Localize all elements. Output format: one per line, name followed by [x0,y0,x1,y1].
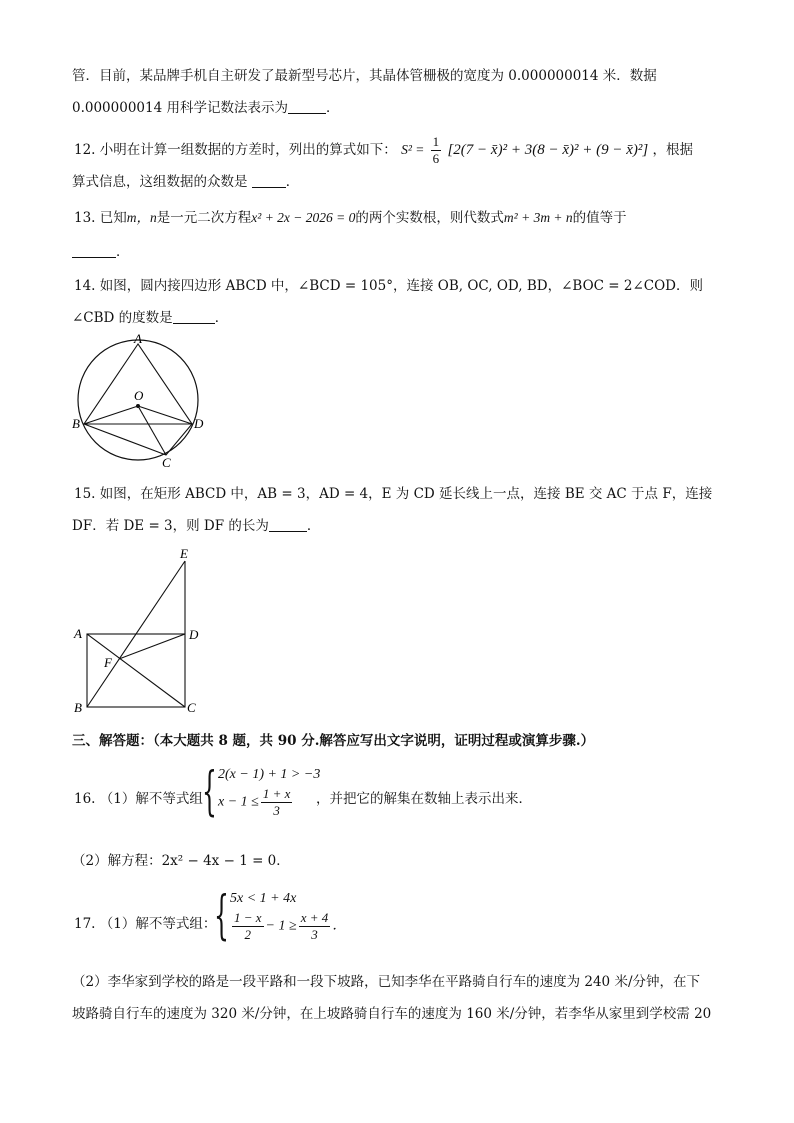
p14-line2 [72,308,228,328]
p16-inequality-system [202,761,321,822]
center-point-o [136,404,140,408]
p12-line2-text: 算式信息，这组数据的众数是 [72,174,248,190]
p13-text3: 的两个实数根，则代数式 [355,210,504,226]
frac-den: 2 [244,927,252,942]
frac-num: 1 − x [234,910,262,925]
brace-icon: { [214,885,229,946]
p17-part1-tail: ． [332,918,347,934]
answer-blank[interactable] [269,517,307,532]
p17-number: 17. [74,916,96,932]
answer-blank[interactable] [288,99,326,114]
p17-row2-mid: − 1 ≥ [265,918,297,934]
p16-row1: 2(x − 1) + 1 > −3 [218,767,321,782]
section-heading: 三、解答题：（本大题共 8 题，共 90 分.解答应写出文字说明，证明过程或演算步骤.） [72,733,595,749]
p13-text2: 是一元二次方程 [156,210,252,226]
p17-part1-label [74,914,216,934]
p14-end: ． [214,310,229,326]
segment-ob [84,406,138,424]
p16-part1-label [74,789,203,809]
p16-row2-lhs: x − 1 ≤ [218,794,259,810]
frac-num: 1 + x [262,786,291,801]
label-d: D [189,627,199,642]
p13-equation: x² + 2x − 2026 = 0 [251,210,356,225]
label-a: A [74,626,82,641]
p17-row1: 5x < 1 + 4x [230,891,297,906]
p16-system-rows [218,764,320,819]
p17-part2-line1: （2）李华家到学校的路是一段平路和一段下坡路，已知李华在平路骑自行车的速度为 240 米/分钟，在下 [72,974,700,990]
p11-line1: 管．目前，某品牌手机自主研发了最新型号芯片，其晶体管栅极的宽度为 0.000000014 米．数据 [72,68,657,84]
label-d: D [194,416,204,431]
p11-line2 [72,98,339,118]
p13-number: 13. [74,210,96,226]
p13-line2 [72,242,130,262]
p16-part2: （2）解方程：2x² − 4x − 1 = 0． [72,853,290,869]
p15-line2-text: DF．若 DE = 3，则 DF 的长为 [72,518,269,534]
label-b: B [72,416,80,431]
p17-part2-line2: 坡路骑自行车的速度为 320 米/分钟，在上坡路骑自行车的速度为 160 米/分钟，若李华从家里到学校需 20 [72,1006,712,1022]
label-o: O [134,388,144,403]
p13-text1: 已知 [99,210,127,226]
p12-number: 12. [74,142,96,158]
label-c: C [187,700,196,715]
segment-oc [138,406,166,455]
p12-end: ． [285,174,300,190]
frac-den: 3 [273,803,280,818]
p17-fraction2 [299,910,331,943]
p17-inequality-system [214,885,347,946]
p12-line2 [72,172,299,192]
frac-den: 3 [311,927,318,942]
p12-formula-lhs: S² = [401,142,425,157]
p11-end: ． [325,100,340,116]
label-c: C [162,455,171,470]
p16-part1-text: （1）解不等式组 [99,791,203,807]
label-e: E [180,546,188,561]
p12-fraction [431,134,442,167]
label-a: A [134,334,142,346]
p13-expr: m² + 3m + n [503,210,573,225]
p12-text: 小明在计算一组数据的方差时，列出的算式如下： [99,142,397,158]
p13-text4: 的值等于 [572,210,627,226]
frac-num: x + 4 [300,910,329,925]
p15-number: 15. [74,486,96,502]
p15-text: 如图，在矩形 ABCD 中，AB = 3，AD = 4，E 为 CD 延长线上一点，连接 BE 交 AC 于点 F，连接 [99,486,713,502]
label-f: F [104,655,112,670]
answer-blank[interactable] [173,309,215,324]
segment-ac [87,634,185,707]
p12-formula-body: [2(7 − x̄)² + 3(8 − x̄)² + (9 − x̄)²] [447,142,649,158]
p16-row2-fraction [261,786,293,819]
p17-fraction1 [232,910,264,943]
frac-num: 1 [432,134,440,149]
p17-part1-text: （1）解不等式组： [99,916,217,932]
p12-text2: ，根据 [652,142,693,158]
brace-icon: { [202,761,217,822]
frac-den: 6 [432,151,440,166]
p14-text: 如图，圆内接四边形 ABCD 中，∠BCD = 105°，连接 OB, OC, OD, BD，∠BOC = 2∠COD．则 [99,278,703,294]
p15-line1 [74,484,712,504]
p15-end: ． [306,518,321,534]
p17-row2 [230,910,346,943]
circle-figure [70,334,220,470]
answer-blank[interactable] [252,173,286,188]
p13-end: ． [116,244,130,260]
p14-line1 [74,276,703,296]
answer-blank[interactable] [72,243,116,258]
p16-number: 16. [74,791,96,807]
p13-line1 [74,208,627,228]
rectangle-figure [70,545,220,720]
p14-number: 14. [74,278,96,294]
p17-system-rows [230,888,346,943]
p16-row2 [218,786,320,819]
p11-line2-text: 0.000000014 用科学记数法表示为 [72,100,288,116]
p12-line1 [74,134,693,167]
p16-part1-tail: ，并把它的解集在数轴上表示出来． [316,791,532,807]
label-b: B [74,700,82,715]
p13-vars: m，n [126,210,157,225]
p14-line2-text: ∠CBD 的度数是 [72,310,173,326]
segment-df [119,634,185,659]
segment-od [138,406,192,424]
p15-line2 [72,516,320,536]
